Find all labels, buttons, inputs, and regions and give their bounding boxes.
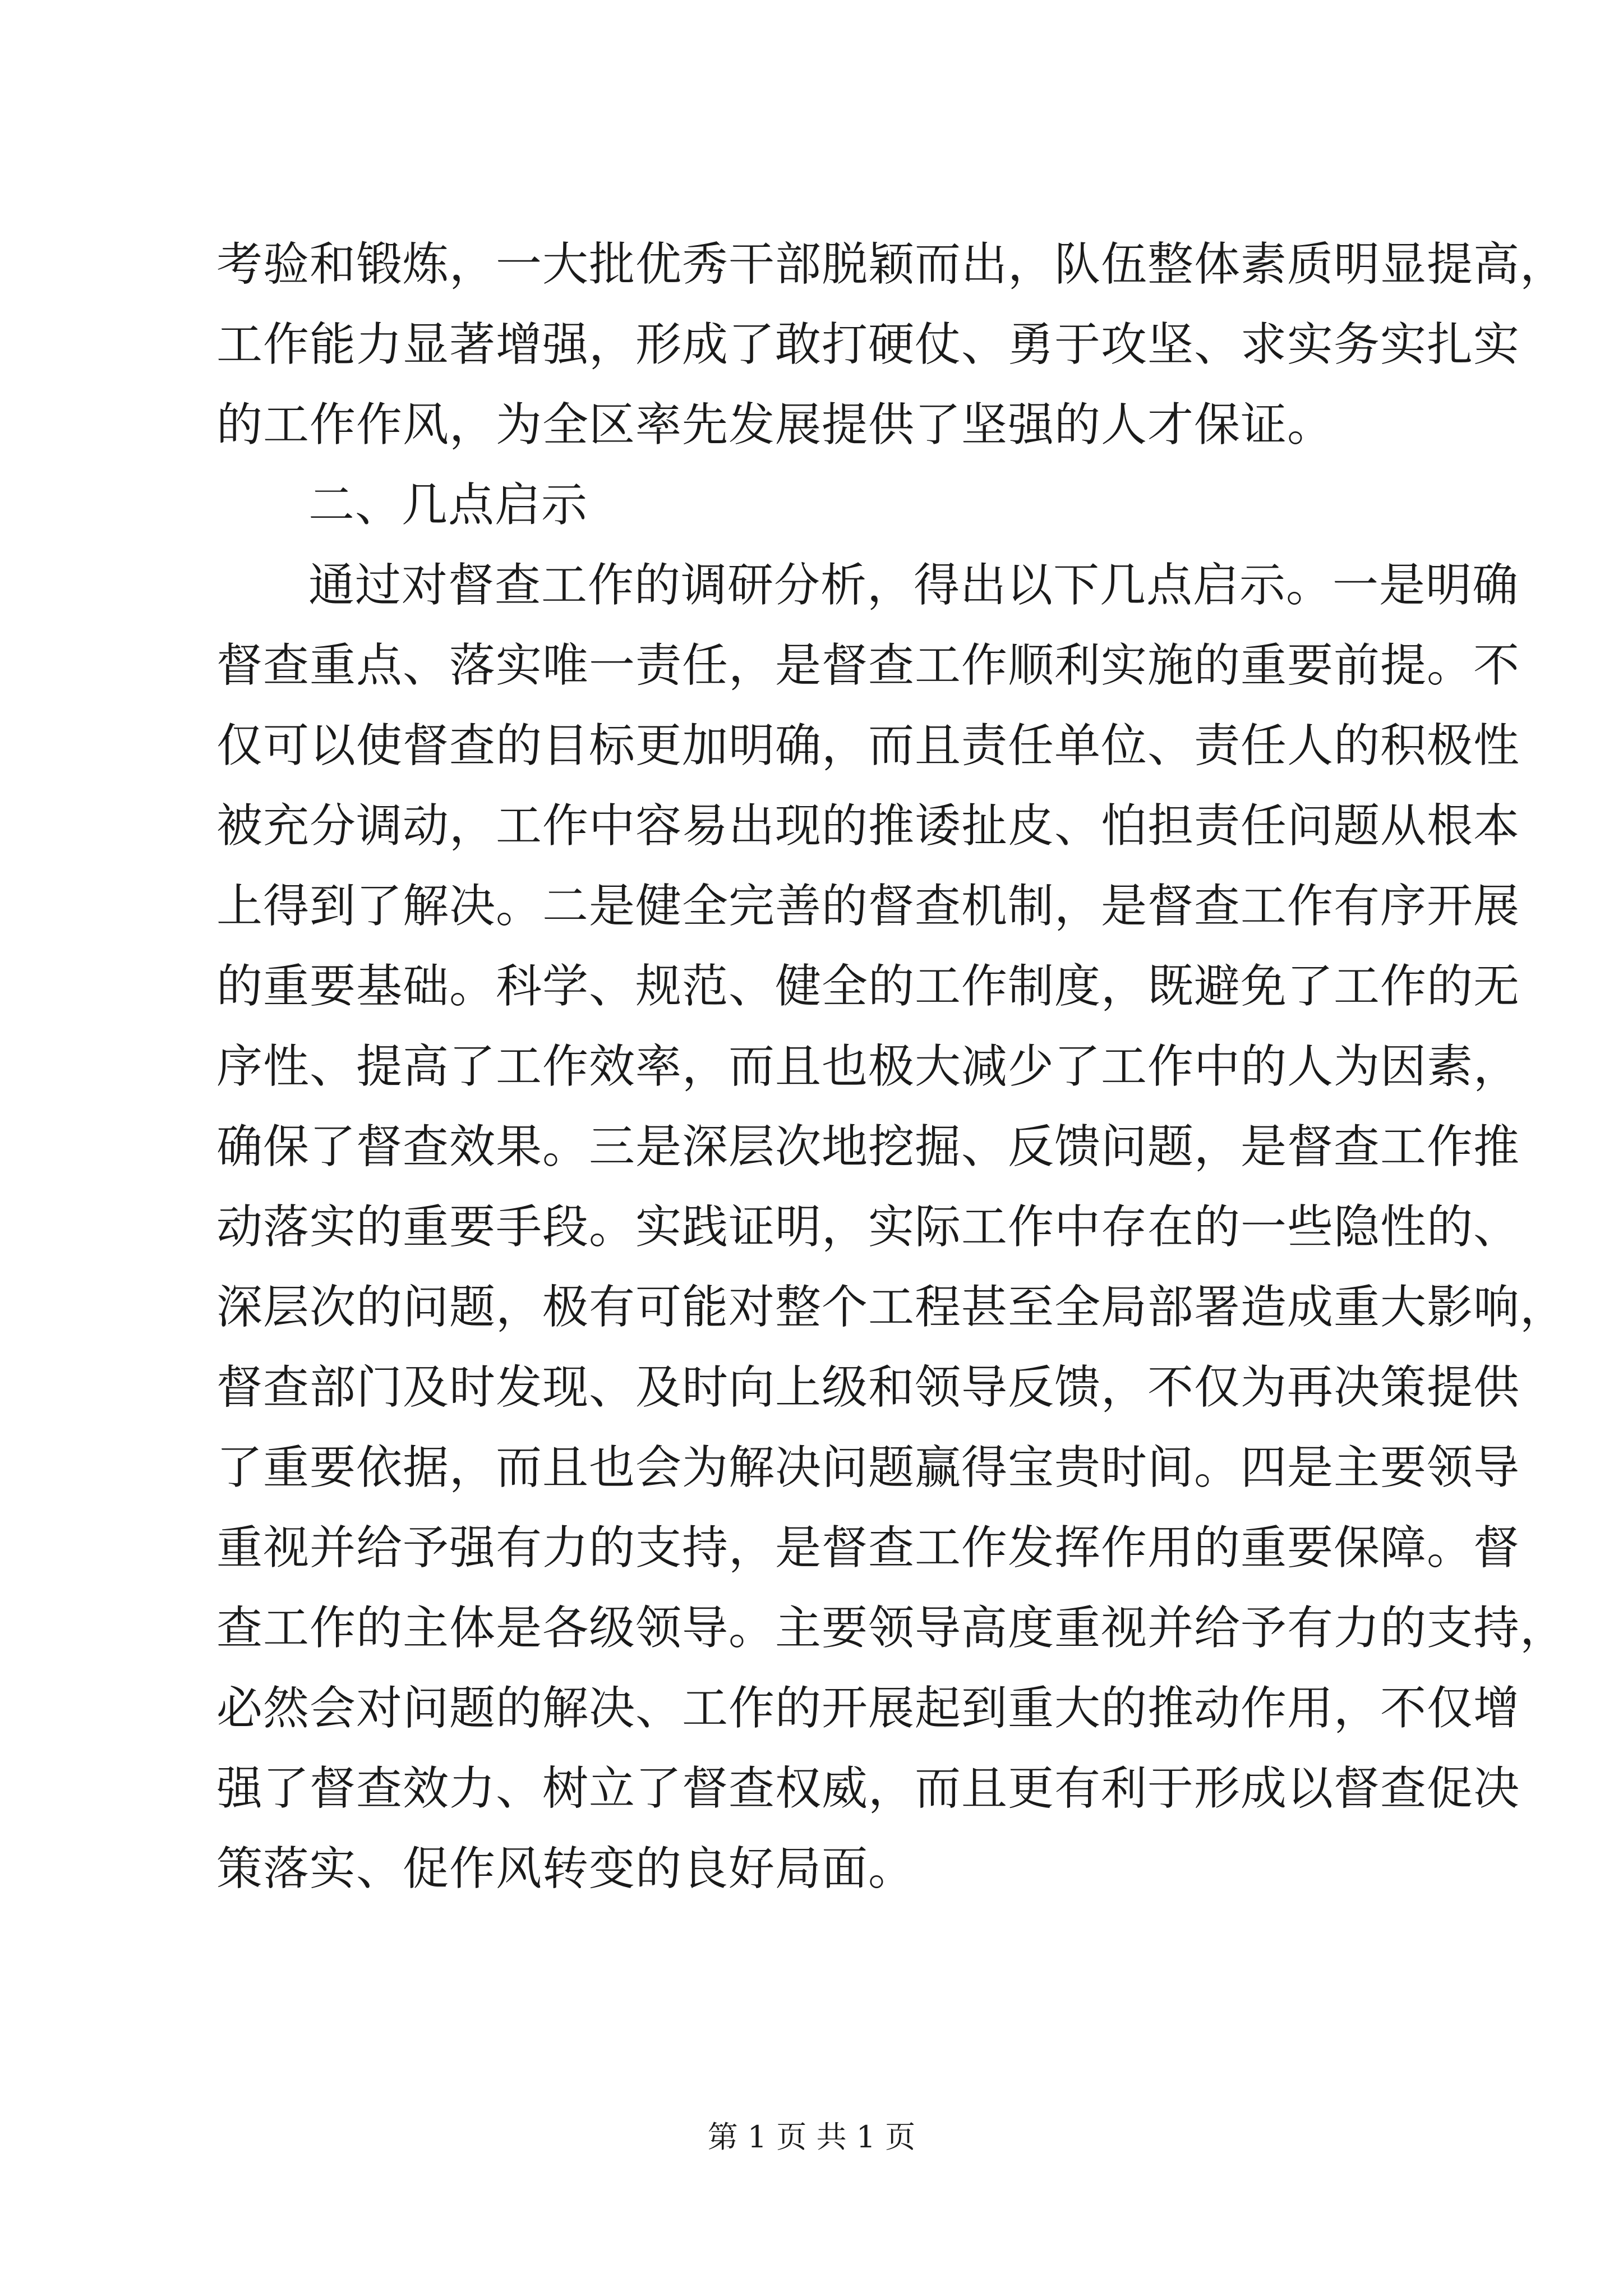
paragraph-line: 仅可以使督查的目标更加明确，而且责任单位、责任人的积极性 <box>216 719 1520 772</box>
paragraph-line: 督查重点、落实唯一责任，是督查工作顺利实施的重要前提。不 <box>216 639 1520 692</box>
paragraph-line: 确保了督查效果。三是深层次地挖掘、反馈问题，是督查工作推 <box>216 1120 1520 1174</box>
paragraph-line: 深层次的问题，极有可能对整个工程甚至全局部署造成重大影响， <box>216 1281 1567 1334</box>
paragraph-line: 的重要基础。科学、规范、健全的工作制度，既避免了工作的无 <box>216 960 1520 1013</box>
document-body <box>216 224 1567 1909</box>
paragraph-line: 工作能力显著增强，形成了敢打硬仗、勇于攻坚、求实务实扎实 <box>216 318 1520 371</box>
paragraph-line: 上得到了解决。二是健全完善的督查机制，是督查工作有序开展 <box>216 880 1520 933</box>
paragraph-line: 强了督查效力、树立了督查权威，而且更有利于形成以督查促决 <box>216 1762 1520 1815</box>
paragraph-line: 督查部门及时发现、及时向上级和领导反馈，不仅为再决策提供 <box>216 1361 1520 1414</box>
paragraph-line: 策落实、促作风转变的良好局面。 <box>216 1842 915 1895</box>
paragraph-line: 考验和锻炼，一大批优秀干部脱颖而出，队伍整体素质明显提高， <box>216 238 1567 291</box>
paragraph-line: 的工作作风，为全区率先发展提供了坚强的人才保证。 <box>216 398 1334 452</box>
paragraph-line: 查工作的主体是各级领导。主要领导高度重视并给予有力的支持， <box>216 1602 1567 1655</box>
paragraph-line: 动落实的重要手段。实践证明，实际工作中存在的一些隐性的、 <box>216 1200 1520 1254</box>
paragraph-line: 了重要依据，而且也会为解决问题赢得宝贵时间。四是主要领导 <box>216 1441 1520 1494</box>
paragraph-line: 通过对督查工作的调研分析，得出以下几点启示。一是明确 <box>308 559 1519 612</box>
paragraph-line: 重视并给予强有力的支持，是督查工作发挥作用的重要保障。督 <box>216 1521 1520 1575</box>
page-number-footer: 第 1 页 共 1 页 <box>707 2119 916 2155</box>
paragraph-line: 序性、提高了工作效率，而且也极大减少了工作中的人为因素， <box>216 1040 1520 1093</box>
paragraph-line: 必然会对问题的解决、工作的开展起到重大的推动作用，不仅增 <box>216 1682 1520 1735</box>
section-heading: 二、几点启示 <box>308 478 588 532</box>
paragraph-line: 被充分调动，工作中容易出现的推诿扯皮、怕担责任问题从根本 <box>216 799 1520 853</box>
